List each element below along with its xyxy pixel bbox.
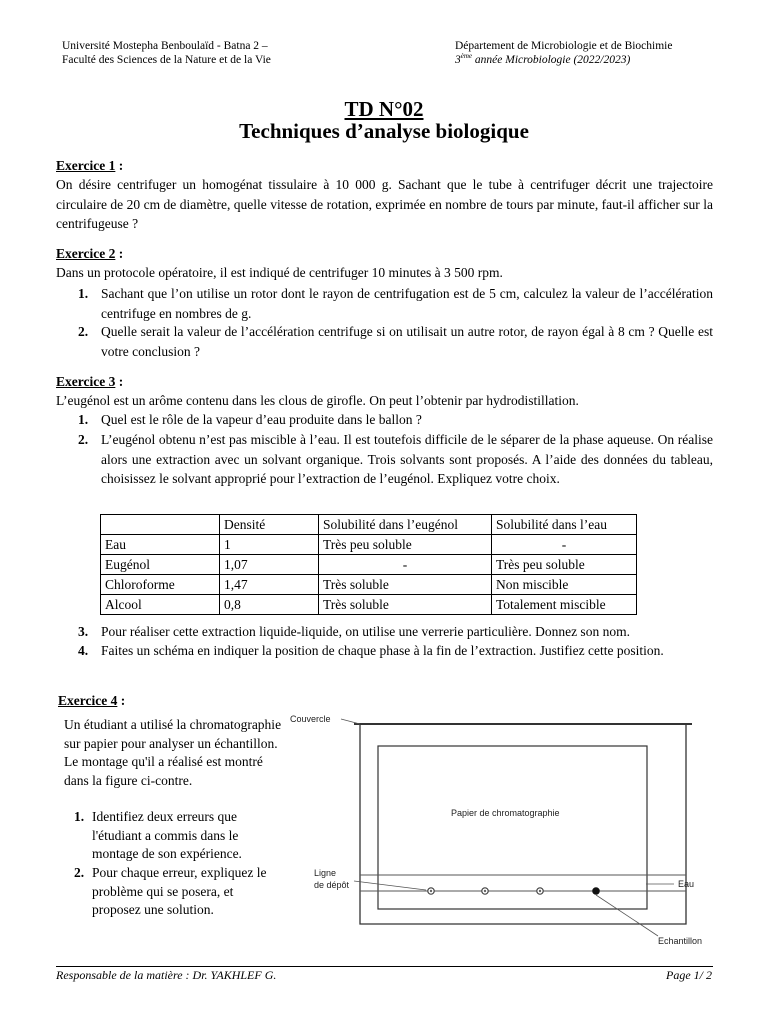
exercise-1-heading: Exercice 1 : <box>56 158 124 173</box>
chromatography-figure <box>286 708 716 954</box>
line-label-2: de dépôt <box>314 880 350 890</box>
table-header-cell: Solubilité dans l’eugénol <box>319 515 492 535</box>
table-cell: Très peu soluble <box>492 555 637 575</box>
exercise-4-question-2: 2. Pour chaque erreur, expliquez le problème qui se posera, et proposez une solution. <box>74 865 267 917</box>
exercise-4-question-1: 1. Identifiez deux erreurs que l'étudiant a commis dans le montage de son expérience. <box>74 809 242 861</box>
exercise-3-question-4: 4. Faites un schéma en indiquer la position de chaque phase à la fin de l’extraction. Justifiez cette position. <box>78 643 664 658</box>
sample-spot-center <box>484 890 486 892</box>
table-row <box>101 575 637 595</box>
table-cell: Eugénol <box>101 555 220 575</box>
table-row <box>101 595 637 615</box>
exercise-2-question-1: 1. Sachant que l’on utilise un rotor dont le rayon de centrifugation est de 5 cm, calculez la valeur de l’accélération centrifuge en nombres de g. <box>78 286 713 321</box>
exercise-3-question-1: 1. Quel est le rôle de la vapeur d’eau produite dans le ballon ? <box>78 412 422 427</box>
water-label: Eau <box>678 879 695 889</box>
department-name: Département de Microbiologie et de Biochimie <box>455 40 673 52</box>
header-left <box>62 39 271 67</box>
year-label: 3ème année Microbiologie (2022/2023) <box>455 52 631 66</box>
exercise-2-intro: Dans un protocole opératoire, il est indiqué de centrifuger 10 minutes à 3 500 rpm. <box>56 265 503 280</box>
table-cell: - <box>492 535 637 555</box>
page-subtitle: Techniques d’analyse biologique <box>239 119 529 143</box>
exercise-4-intro: Un étudiant a utilisé la chromatographie sur papier pour analyser un échantillon. Le montage qu'il a réalisé est montré dans la figure ci-contre. <box>64 717 282 788</box>
exercise-3-question-2: 2. L’eugénol obtenu n’est pas miscible à l’eau. Il est toutefois difficile de le séparer de la phase aqueuse. On réalise alors une extraction avec un solvant organique. Trois solvants sont proposés. A l’aide des données du tableau, choisissez le solvant approprié pour l’extraction de l’eugénol. Expliquez votre choix. <box>78 432 713 486</box>
footer-responsible: Responsable de la matière : Dr. YAKHLEF G. <box>56 968 277 982</box>
table-cell: 0,8 <box>220 595 319 615</box>
table-cell: - <box>319 555 492 575</box>
table-cell: Chloroforme <box>101 575 220 595</box>
chromatography-paper <box>378 746 647 909</box>
table-cell: 1,47 <box>220 575 319 595</box>
table-header-cell: Densité <box>220 515 319 535</box>
exercise-4-heading: Exercice 4 : <box>58 693 126 708</box>
footer-page-number: Page 1/ 2 <box>666 968 712 982</box>
exercise-3-question-3: 3. Pour réaliser cette extraction liquide-liquide, on utilise une verrerie particulière. Donnez son nom. <box>78 624 630 639</box>
exercise-3-intro: L’eugénol est un arôme contenu dans les clous de girofle. On peut l’obtenir par hydrodistillation. <box>56 393 579 408</box>
table-cell: 1,07 <box>220 555 319 575</box>
unknown-sample-spot <box>592 887 600 895</box>
table-cell: Très soluble <box>319 575 492 595</box>
exercise-2-heading: Exercice 2 : <box>56 246 124 261</box>
line-label-1: Ligne <box>314 868 337 878</box>
table-cell: Eau <box>101 535 220 555</box>
sample-spot-center <box>539 890 541 892</box>
lid-leader-line <box>341 719 360 724</box>
table-cell: Alcool <box>101 595 220 615</box>
solvent-table <box>100 514 637 615</box>
table-cell: Non miscible <box>492 575 637 595</box>
sample-spot-center <box>430 890 432 892</box>
table-cell: Très soluble <box>319 595 492 615</box>
exercise-1-text: On désire centrifuger un homogénat tissulaire à 10 000 g. Sachant que le tube à centrifuger décrit une trajectoire circulaire de 20 cm de diamètre, quelle vitesse de rotation, exprimée en nombre de tours par minute, faut-il afficher sur la centrifugeuse ? <box>56 177 713 231</box>
table-cell: 1 <box>220 535 319 555</box>
faculty-name: Faculté des Sciences de la Nature et de la Vie <box>62 54 271 66</box>
deposit-leader-line <box>354 881 426 890</box>
paper-label: Papier de chromatographie <box>451 808 560 818</box>
university-name: Université Mostepha Benboulaïd - Batna 2 – <box>62 40 268 52</box>
jar-outline <box>360 724 686 924</box>
table-row <box>101 535 637 555</box>
table-header-cell: Solubilité dans l’eau <box>492 515 637 535</box>
exercise-3-heading: Exercice 3 : <box>56 374 124 389</box>
table-cell: Très peu soluble <box>319 535 492 555</box>
table-cell: Totalement miscible <box>492 595 637 615</box>
table-row <box>101 555 637 575</box>
table-header-cell <box>101 515 220 535</box>
sample-leader-line <box>596 895 658 936</box>
lid-label: Couvercle <box>290 714 331 724</box>
footer-divider <box>56 966 713 967</box>
exercise-2-question-2: 2. Quelle serait la valeur de l’accélération centrifuge si on utilisait un autre rotor, de rayon égal à 8 cm ? Quelle est votre conclusion ? <box>78 324 713 359</box>
table-header-row <box>101 515 637 535</box>
page-title: TD N°02 <box>344 97 424 121</box>
sample-label: Echantillon <box>658 936 703 946</box>
header-right <box>455 39 672 67</box>
